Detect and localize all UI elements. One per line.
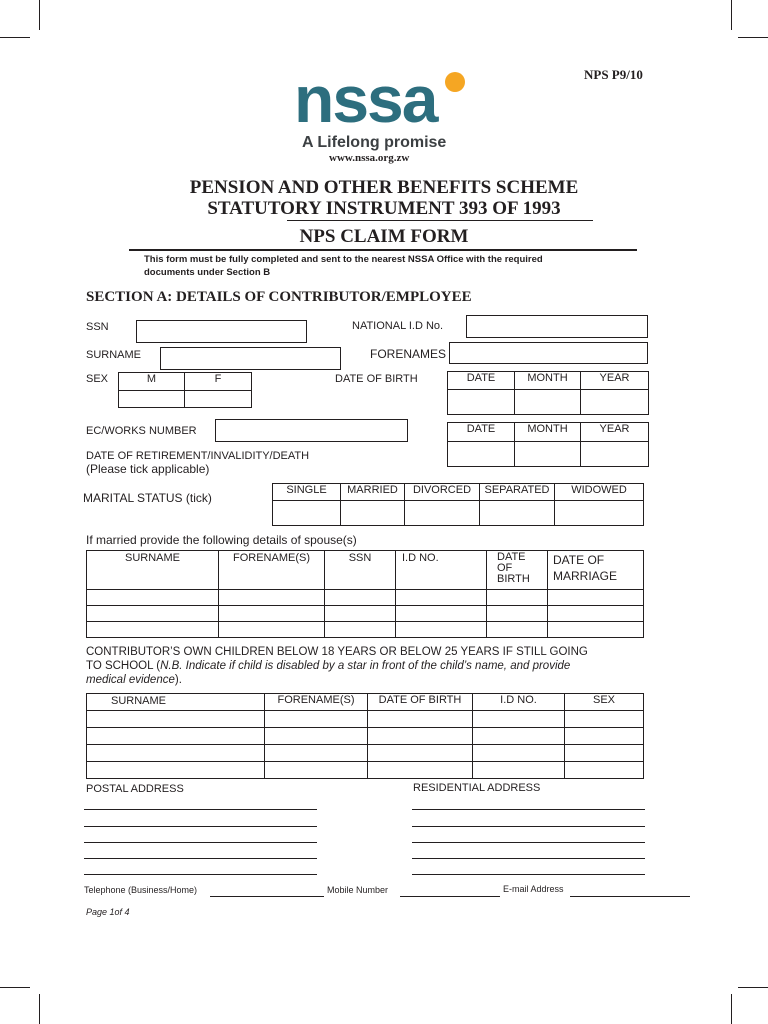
- title-line2: STATUTORY INSTRUMENT 393 OF 1993: [207, 198, 561, 219]
- postal-address-label: POSTAL ADDRESS: [86, 783, 184, 795]
- children-intro-line1: CONTRIBUTOR’S OWN CHILDREN BELOW 18 YEARS OR BELOW 25 YEARS IF STILL GOING: [86, 646, 588, 658]
- spouse-row: [87, 590, 644, 606]
- marital-separated-label: SEPARATED: [480, 484, 555, 501]
- crop-mark: [0, 37, 30, 38]
- children-cell[interactable]: [265, 762, 368, 779]
- sex-label: SEX: [86, 373, 109, 385]
- logo-dot-icon: [445, 72, 465, 92]
- spouse-table: [86, 550, 644, 638]
- marital-widowed-checkbox[interactable]: [555, 501, 644, 526]
- residential-address-line[interactable]: [412, 809, 645, 810]
- spouse-intro: If married provide the following details of spouse(s): [86, 533, 357, 547]
- marital-married-checkbox[interactable]: [341, 501, 405, 526]
- ssn-label: SSN: [86, 321, 109, 333]
- spouse-cell[interactable]: [325, 590, 396, 606]
- spouse-header-ssn: SSN: [325, 551, 396, 590]
- children-row: [87, 745, 644, 762]
- spouse-cell[interactable]: [219, 590, 325, 606]
- children-cell[interactable]: [87, 711, 265, 728]
- crop-mark: [731, 994, 732, 1024]
- telephone-label: Telephone (Business/Home): [84, 885, 198, 895]
- crop-mark: [738, 37, 768, 38]
- mobile-label: Mobile Number: [327, 885, 389, 895]
- spouse-cell[interactable]: [219, 606, 325, 622]
- children-cell[interactable]: [565, 745, 644, 762]
- crop-mark: [0, 987, 30, 988]
- logo-tagline: A Lifelong promise: [302, 134, 447, 151]
- spouse-row: [87, 622, 644, 638]
- spouse-header-surname: SURNAME: [87, 551, 219, 590]
- form-code: NPS P9/10: [584, 67, 643, 82]
- spouse-cell[interactable]: [487, 590, 548, 606]
- crop-mark: [39, 994, 40, 1024]
- mobile-field[interactable]: [400, 896, 500, 897]
- children-header-forenames: FORENAME(S): [265, 694, 368, 711]
- children-cell[interactable]: [473, 745, 565, 762]
- ec-works-field[interactable]: [215, 419, 408, 442]
- section-a-heading: SECTION A: DETAILS OF CONTRIBUTOR/EMPLOYEE: [86, 289, 472, 305]
- ssn-field[interactable]: [136, 320, 307, 343]
- header-rule: [129, 249, 637, 251]
- residential-address-line[interactable]: [412, 842, 645, 843]
- postal-address-line[interactable]: [84, 826, 317, 827]
- surname-label: SURNAME: [86, 349, 142, 361]
- marital-divorced-checkbox[interactable]: [405, 501, 480, 526]
- national-id-field[interactable]: [466, 315, 648, 338]
- national-id-label: NATIONAL I.D No.: [352, 320, 444, 332]
- email-label: E-mail Address: [503, 884, 564, 894]
- marital-widowed-label: WIDOWED: [555, 484, 644, 501]
- children-cell[interactable]: [87, 728, 265, 745]
- sex-m-checkbox[interactable]: [119, 391, 185, 408]
- retirement-month-field[interactable]: [515, 442, 581, 467]
- surname-field[interactable]: [160, 347, 341, 370]
- marital-status-label: MARITAL STATUS (tick): [83, 491, 212, 505]
- spouse-cell[interactable]: [87, 590, 219, 606]
- children-row: [87, 762, 644, 779]
- marital-single-checkbox[interactable]: [273, 501, 341, 526]
- spouse-cell[interactable]: [396, 606, 487, 622]
- sex-f-checkbox[interactable]: [185, 391, 252, 408]
- spouse-cell[interactable]: [548, 622, 644, 638]
- spouse-cell[interactable]: [396, 622, 487, 638]
- dob-month-field[interactable]: [515, 390, 581, 415]
- telephone-field[interactable]: [210, 896, 324, 897]
- children-cell[interactable]: [265, 745, 368, 762]
- forenames-field[interactable]: [449, 342, 648, 364]
- children-intro-prefix: TO SCHOOL (: [86, 660, 161, 672]
- sex-f-label: F: [185, 373, 252, 391]
- children-note-cont: medical evidence: [86, 674, 175, 686]
- spouse-header-id: I.D NO.: [396, 551, 487, 590]
- dob-label: DATE OF BIRTH: [335, 373, 418, 385]
- spouse-cell[interactable]: [396, 590, 487, 606]
- crop-mark: [39, 0, 40, 30]
- form-name: NPS CLAIM FORM: [299, 226, 469, 247]
- children-row: [87, 711, 644, 728]
- children-row: [87, 728, 644, 745]
- dob-date-header: DATE: [448, 372, 515, 390]
- residential-address-label: RESIDENTIAL ADDRESS: [413, 782, 541, 794]
- spouse-cell[interactable]: [325, 606, 396, 622]
- spouse-cell[interactable]: [548, 606, 644, 622]
- spouse-cell[interactable]: [548, 590, 644, 606]
- retirement-year-field[interactable]: [581, 442, 649, 467]
- children-note-end: ).: [174, 674, 182, 686]
- crop-mark: [731, 0, 732, 30]
- marital-single-label: SINGLE: [273, 484, 341, 501]
- spouse-cell[interactable]: [87, 622, 219, 638]
- children-cell[interactable]: [265, 711, 368, 728]
- children-header-id: I.D NO.: [473, 694, 565, 711]
- children-intro: [86, 645, 646, 687]
- dob-table: [447, 371, 649, 415]
- forenames-label: FORENAMES: [370, 347, 447, 361]
- retirement-label: [86, 450, 309, 476]
- retirement-month-header: MONTH: [515, 423, 581, 442]
- retirement-date-table: [447, 422, 649, 467]
- ec-works-label: EC/WORKS NUMBER: [86, 425, 197, 437]
- children-header-dob: DATE OF BIRTH: [368, 694, 473, 711]
- sex-table: [118, 372, 252, 408]
- children-cell[interactable]: [473, 762, 565, 779]
- logo-wordmark: nssa: [294, 62, 437, 136]
- children-header-surname: SURNAME: [87, 694, 265, 711]
- retirement-date-field[interactable]: [448, 442, 515, 467]
- spouse-header-dob: DATE OF BIRTH: [487, 551, 548, 590]
- email-field[interactable]: [570, 896, 690, 897]
- retirement-year-header: YEAR: [581, 423, 649, 442]
- children-cell[interactable]: [87, 762, 265, 779]
- page-number: Page 1of 4: [86, 907, 130, 917]
- children-cell[interactable]: [565, 728, 644, 745]
- spouse-cell[interactable]: [487, 606, 548, 622]
- title-underline: [287, 220, 593, 221]
- children-cell[interactable]: [565, 762, 644, 779]
- instruction-line2: documents under Section B: [144, 267, 271, 278]
- children-cell[interactable]: [368, 711, 473, 728]
- spouse-cell[interactable]: [487, 622, 548, 638]
- spouse-row: [87, 606, 644, 622]
- retirement-label-line2: (Please tick applicable): [86, 462, 210, 476]
- instruction: [144, 253, 543, 279]
- postal-address-line[interactable]: [84, 858, 317, 859]
- dob-month-header: MONTH: [515, 372, 581, 390]
- children-cell[interactable]: [368, 762, 473, 779]
- marital-separated-checkbox[interactable]: [480, 501, 555, 526]
- children-cell[interactable]: [87, 745, 265, 762]
- marital-married-label: MARRIED: [341, 484, 405, 501]
- marital-divorced-label: DIVORCED: [405, 484, 480, 501]
- spouse-header-forenames: FORENAME(S): [219, 551, 325, 590]
- residential-address-line[interactable]: [412, 826, 645, 827]
- residential-address-line[interactable]: [412, 874, 645, 875]
- children-cell[interactable]: [368, 728, 473, 745]
- spouse-cell[interactable]: [87, 606, 219, 622]
- children-table: [86, 693, 644, 779]
- spouse-cell[interactable]: [325, 622, 396, 638]
- children-cell[interactable]: [473, 711, 565, 728]
- children-header-sex: SEX: [565, 694, 644, 711]
- postal-address-line[interactable]: [84, 842, 317, 843]
- website: www.nssa.org.zw: [329, 152, 410, 164]
- children-note: N.B. Indicate if child is disabled by a star in front of the child’s name, and provide: [160, 660, 571, 672]
- children-cell[interactable]: [473, 728, 565, 745]
- instruction-line1: This form must be fully completed and sent to the nearest NSSA Office with the required: [144, 254, 543, 265]
- dob-date-field[interactable]: [448, 390, 515, 415]
- children-cell[interactable]: [265, 728, 368, 745]
- spouse-cell[interactable]: [219, 622, 325, 638]
- crop-mark: [738, 987, 768, 988]
- nssa-logo: [292, 62, 472, 170]
- spouse-header-marriage: DATE OF MARRIAGE: [548, 551, 644, 590]
- marital-status-table: [272, 483, 644, 526]
- children-cell[interactable]: [368, 745, 473, 762]
- retirement-date-header: DATE: [448, 423, 515, 442]
- sex-m-label: M: [119, 373, 185, 391]
- postal-address-line[interactable]: [84, 809, 317, 810]
- dob-year-field[interactable]: [581, 390, 649, 415]
- dob-year-header: YEAR: [581, 372, 649, 390]
- postal-address-line[interactable]: [84, 874, 317, 875]
- retirement-label-line1: DATE OF RETIREMENT/INVALIDITY/DEATH: [86, 450, 310, 462]
- residential-address-line[interactable]: [412, 858, 645, 859]
- title-line1: PENSION AND OTHER BENEFITS SCHEME: [189, 177, 579, 198]
- children-cell[interactable]: [565, 711, 644, 728]
